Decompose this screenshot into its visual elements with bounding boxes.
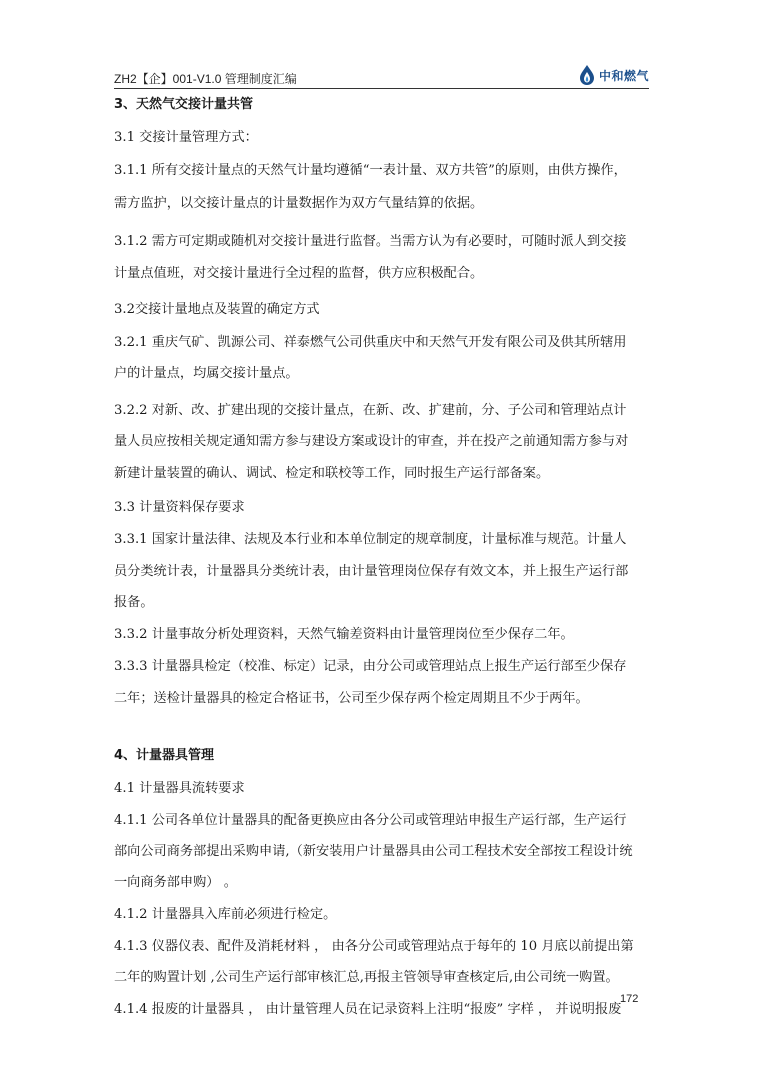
paragraph-line: 4.1.4 报废的计量器具 ， 由计量管理人员在记录资料上注明“报废” 字样 ， 并说明报废 [114, 1002, 622, 1017]
header-divider [114, 88, 649, 89]
paragraph-line: 3.3.3 计量器具检定（校准、标定）记录，由分公司或管理站点上报生产运行部至少保存 [114, 659, 627, 674]
paragraph-line: 户的计量点，均属交接计量点。 [114, 366, 299, 381]
subsection-heading: 3.1 交接计量管理方式： [114, 130, 258, 145]
subsection-heading: 4.1 计量器具流转要求 [114, 781, 245, 796]
paragraph-line: 新建计量装置的确认、调试、检定和联校等工作，同时报生产运行部备案。 [114, 466, 550, 481]
section-heading: 4、计量器具管理 [114, 748, 215, 763]
flame-logo-icon [577, 64, 597, 86]
paragraph-line: 员分类统计表，计量器具分类统计表，由计量管理岗位保存有效文本，并上报生产运行部 [114, 564, 629, 579]
paragraph-line: 计量点值班，对交接计量进行全过程的监督，供方应积极配合。 [114, 266, 484, 281]
page-number: 172 [620, 993, 639, 1005]
paragraph-line: 3.3.2 计量事故分析处理资料，天然气输差资料由计量管理岗位至少保存二年。 [114, 627, 574, 642]
paragraph-line: 4.1.3 仪器仪表、配件及消耗材料 ， 由各分公司或管理站点于每年的 10 月底以前提出第 [114, 939, 634, 954]
paragraph-line: 3.1.2 需方可定期或随机对交接计量进行监督。当需方认为有必要时，可随时派人到交接 [114, 234, 627, 249]
subsection-heading: 3.2交接计量地点及装置的确定方式 [114, 302, 320, 317]
paragraph-line: 4.1.2 计量器具入库前必须进行检定。 [114, 907, 337, 922]
paragraph-line: 报备。 [114, 595, 154, 610]
page-header [114, 62, 649, 90]
logo-text: 中和燃气 [598, 68, 649, 83]
paragraph-line: 3.1.1 所有交接计量点的天然气计量均遵循“一表计量、双方共管”的原则，由供方操作， [114, 163, 627, 178]
paragraph-line: 3.2.1 重庆气矿、凯源公司、祥泰燃气公司供重庆中和天然气开发有限公司及供其所辖用 [114, 335, 627, 350]
paragraph-line: 需方监护，以交接计量点的计量数据作为双方气量结算的依据。 [114, 196, 484, 211]
paragraph-line: 一向商务部申购） 。 [114, 875, 237, 890]
company-logo [577, 62, 649, 88]
paragraph-line: 3.2.2 对新、改、扩建出现的交接计量点，在新、改、扩建前，分、子公司和管理站点计 [114, 403, 627, 418]
paragraph-line: 3.3.1 国家计量法律、法规及本行业和本单位制定的规章制度，计量标准与规范。计量人 [114, 532, 627, 547]
paragraph-line: 二年的购置计划 ,公司生产运行部审核汇总,再报主管领导审查核定后,由公司统一购置。 [114, 970, 619, 985]
header-title: ZH2【企】001-V1.0 管理制度汇编 [114, 72, 297, 86]
paragraph-line: 4.1.1 公司各单位计量器具的配备更换应由各分公司或管理站申报生产运行部，生产运行 [114, 813, 627, 828]
subsection-heading: 3.3 计量资料保存要求 [114, 500, 245, 515]
paragraph-line: 二年；送检计量器具的检定合格证书，公司至少保存两个检定周期且不少于两年。 [114, 691, 589, 706]
paragraph-line: 量人员应按相关规定通知需方参与建设方案或设计的审查，并在投产之前通知需方参与对 [114, 434, 629, 449]
section-heading: 3、天然气交接计量共管 [114, 97, 254, 112]
paragraph-line: 部向公司商务部提出采购申请,（新安装用户计量器具由公司工程技术安全部按工程设计统 [114, 844, 633, 859]
